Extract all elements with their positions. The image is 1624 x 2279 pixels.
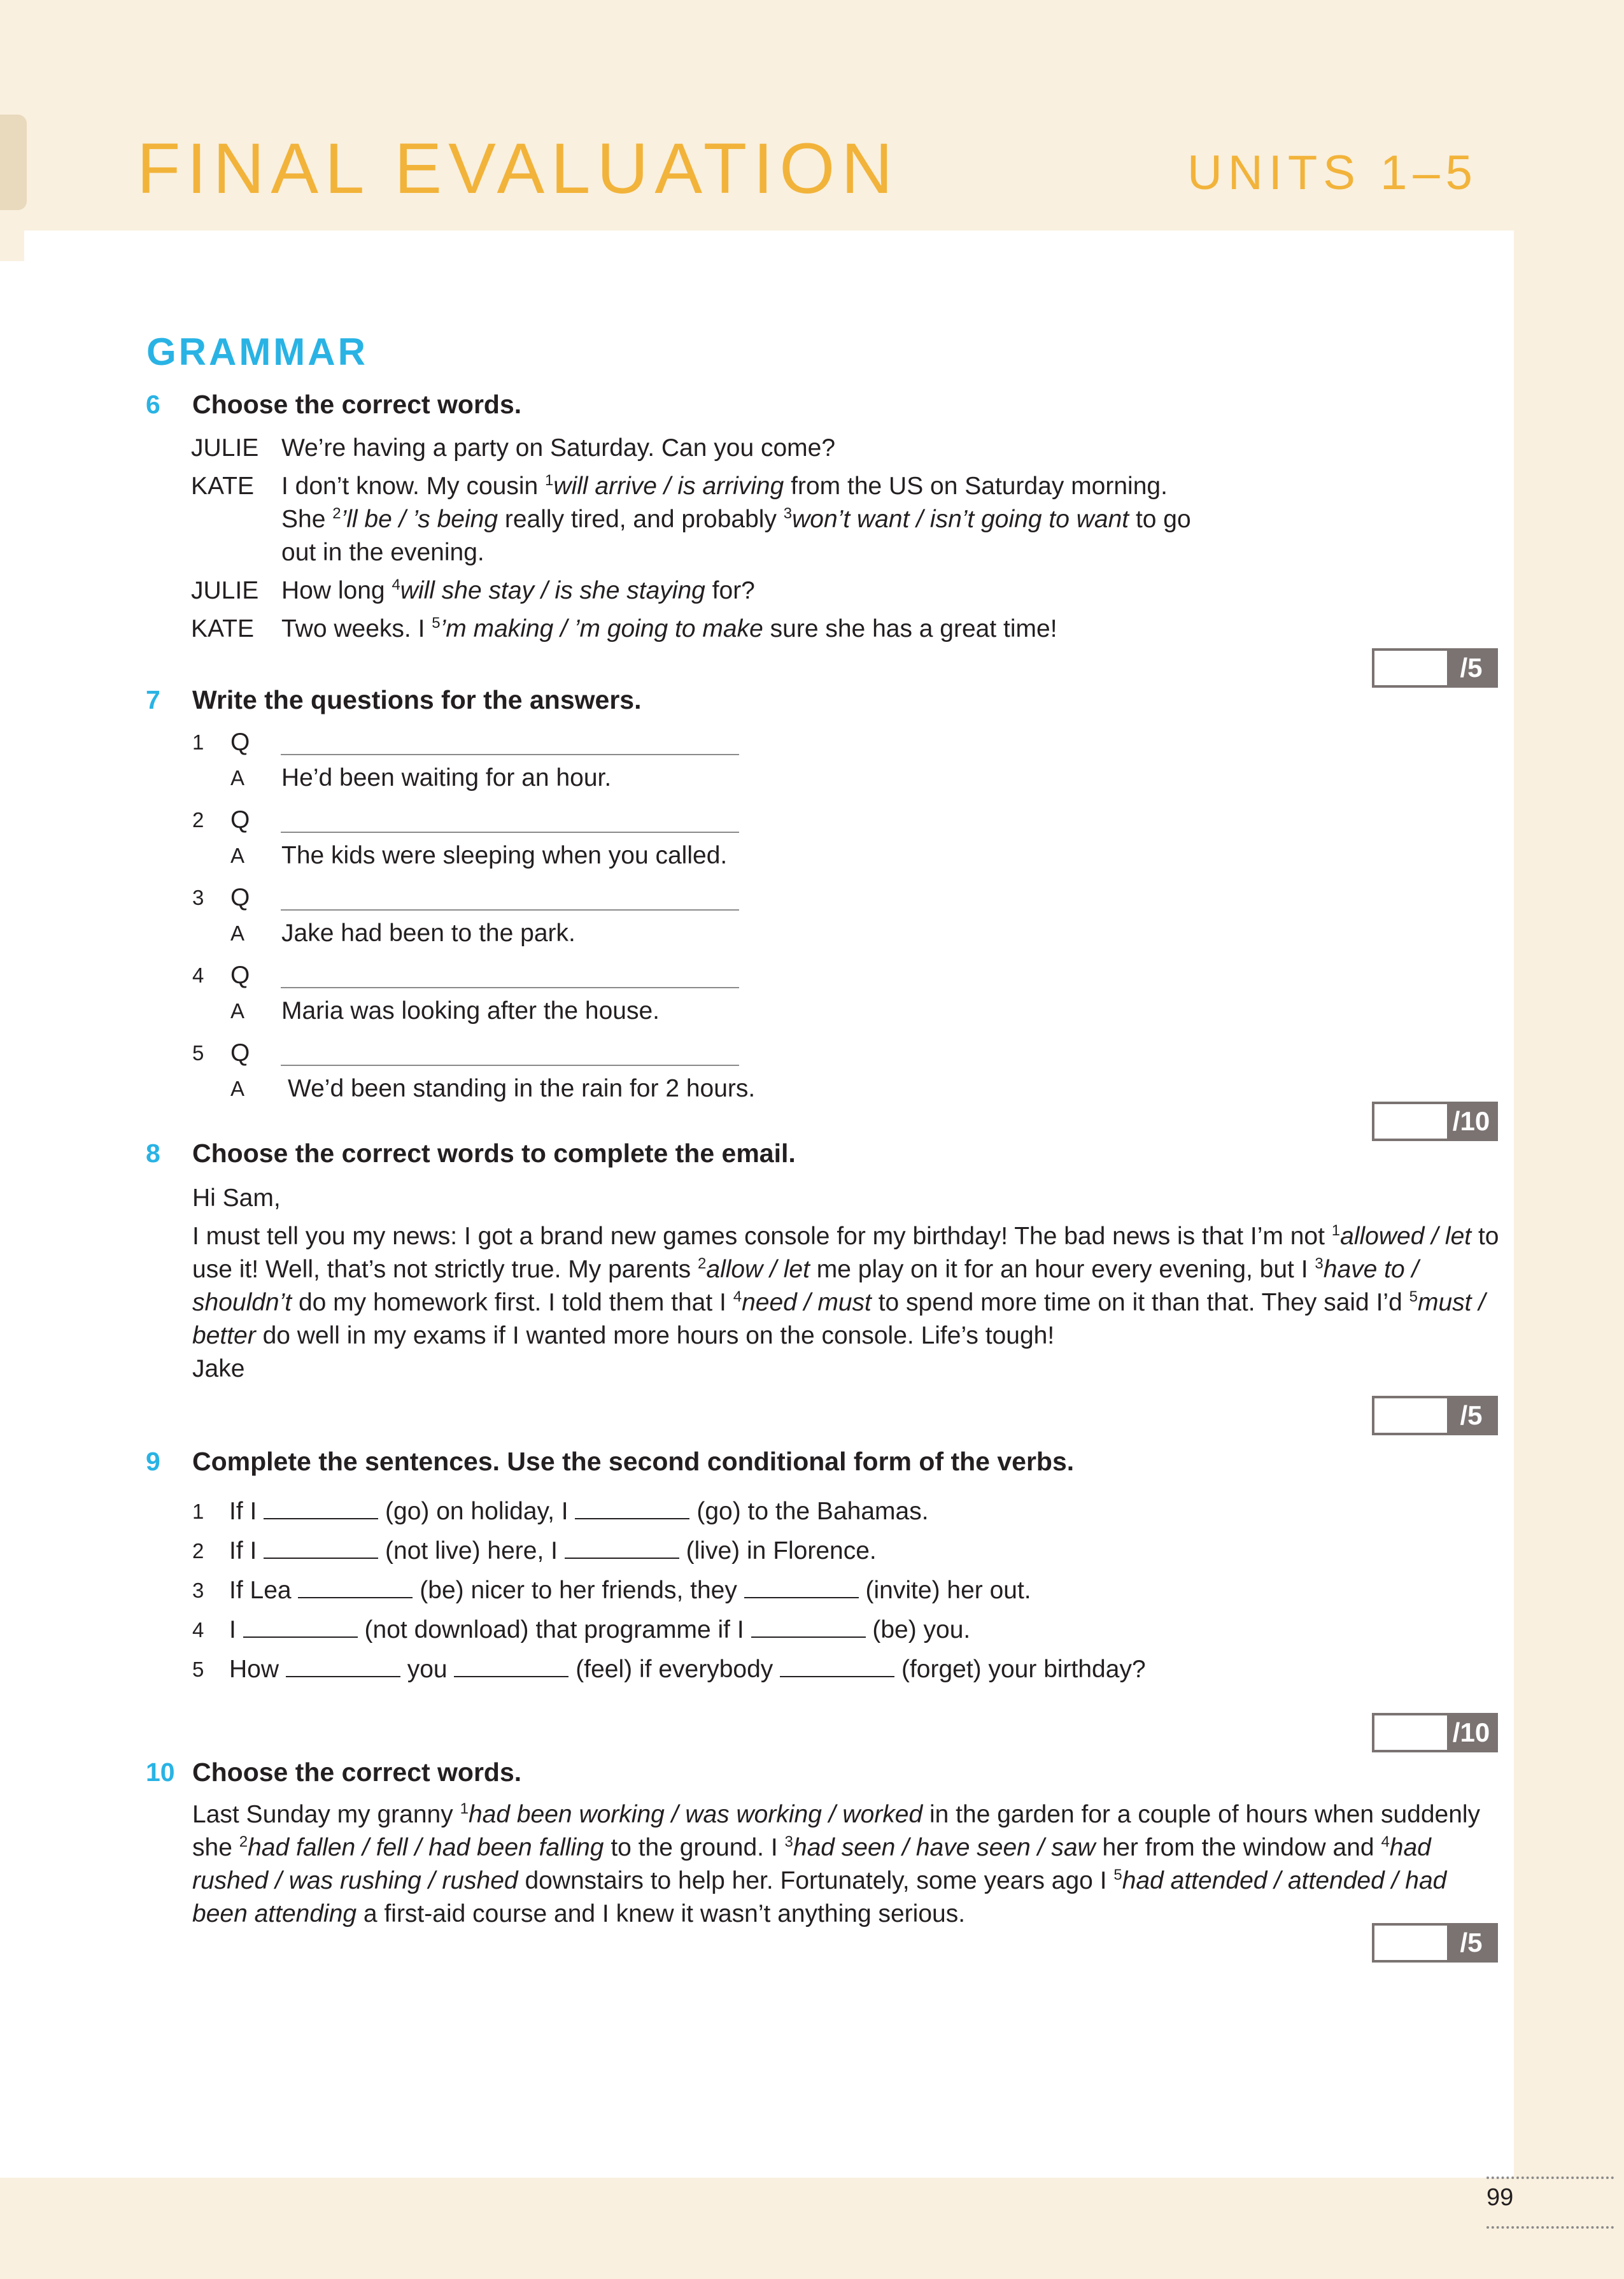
question-label: Q (230, 962, 250, 989)
score-box (1372, 1923, 1498, 1963)
footer-band (0, 2178, 1624, 2279)
item-number: 1 (192, 730, 204, 754)
exercise-number: 6 (146, 390, 160, 419)
score-total: /5 (1447, 1398, 1495, 1433)
answer-text: The kids were sleeping when you called. (281, 842, 728, 869)
item-number: 4 (192, 1618, 204, 1642)
item-number: 4 (192, 963, 204, 987)
score-box (1372, 1396, 1498, 1435)
gap-blank[interactable] (780, 1653, 894, 1677)
item-number: 3 (192, 1579, 204, 1602)
email-body: I must tell you my news: I got a brand new games console for my birthday! The bad news is that I’m not $^1$allowed / let to use it! Well, that’s not strictly true. My parents $^2$allow / let me play on it for an hour every evening, but I $^3$have to / shouldn’t do my homework first. I told them that I $^4$need / must to spend more time on it than that. They said I’d $^5$must / better do well in my exams if I wanted more hours on the console. Life’s tough! (192, 1222, 1499, 1349)
item-number: 3 (192, 886, 204, 909)
dialogue-line: I don’t know. My cousin $^1$will arrive / is arriving from the US on Saturday morning. (281, 472, 1168, 500)
answer-label: A (230, 999, 245, 1023)
page-title: FINAL EVALUATION (137, 129, 900, 208)
question-label: Q (230, 806, 250, 834)
gap-blank[interactable] (751, 1614, 866, 1638)
score-box (1372, 1102, 1498, 1141)
email-signoff: Jake (192, 1355, 245, 1382)
answer-label: A (230, 844, 245, 867)
item-number: 2 (192, 808, 204, 832)
exercise-instruction: Complete the sentences. Use the second conditional form of the verbs. (192, 1447, 1075, 1476)
dialogue-line: Two weeks. I $^5$’m making / ’m going to make sure she has a great time! (281, 614, 1057, 643)
gap-blank[interactable] (286, 1653, 400, 1677)
score-input-area[interactable] (1374, 651, 1450, 685)
exercise-instruction: Choose the correct words. (192, 390, 522, 419)
question-label: Q (230, 1039, 250, 1067)
question-label: Q (230, 884, 250, 911)
speaker-label: JULIE (191, 434, 259, 462)
speaker-label: JULIE (191, 577, 259, 604)
exercise-number: 7 (146, 685, 160, 714)
answer-label: A (230, 1077, 245, 1100)
item-number: 5 (192, 1658, 204, 1681)
exercise-instruction: Choose the correct words. (192, 1757, 522, 1787)
gap-blank[interactable] (575, 1495, 689, 1519)
question-label: Q (230, 728, 250, 756)
dialogue-line: She $^2$’ll be / ’s being really tired, and probably $^3$won’t want / isn’t going to want to go (281, 505, 1191, 533)
section-heading: GRAMMAR (146, 330, 368, 373)
score-input-area[interactable] (1374, 1926, 1450, 1960)
email-greeting: Hi Sam, (192, 1184, 281, 1212)
page-number: 99 (1486, 2184, 1514, 2211)
dialogue-line: out in the evening. (281, 539, 484, 566)
right-margin-band (1514, 0, 1624, 2279)
gap-blank[interactable] (454, 1653, 568, 1677)
answer-text: Maria was looking after the house. (281, 997, 660, 1025)
gap-blank[interactable] (264, 1495, 378, 1519)
item-number: 2 (192, 1539, 204, 1563)
exercise-paragraph: Last Sunday my granny $^1$had been working / was working / worked in the garden for a couple of hours when suddenly she $^2$had fallen / fell / had been falling to the ground. I $^3$had seen / have seen / saw her from the window and $^4$had rushed / was rushing / rushed downstairs to help her. Fortunately, some years ago I $^5$had attended / attended / had been attending a first-aid course and I knew it wasn’t anything serious. (192, 1800, 1481, 1928)
conditional-sentence: If Lea (be) nicer to her friends, they (invite) her out. (229, 1574, 1031, 1607)
answer-label: A (230, 766, 245, 790)
answer-label: A (230, 921, 245, 945)
page-number-divider (1486, 2176, 1614, 2179)
answer-text: We’d been standing in the rain for 2 hours. (288, 1075, 756, 1102)
score-total: /5 (1447, 1926, 1495, 1960)
gap-blank[interactable] (565, 1535, 679, 1559)
speaker-label: KATE (191, 472, 254, 500)
exercise-number: 9 (146, 1447, 160, 1476)
answer-text: Jake had been to the park. (281, 919, 575, 947)
page-edge-tab (0, 115, 27, 210)
question-answer-line[interactable] (281, 806, 739, 833)
page-number-divider (1486, 2226, 1614, 2229)
score-total: /10 (1447, 1104, 1495, 1139)
question-answer-line[interactable] (281, 728, 739, 755)
exercise-instruction: Write the questions for the answers. (192, 685, 642, 714)
question-answer-line[interactable] (281, 1039, 739, 1066)
item-number: 1 (192, 1500, 204, 1523)
dialogue-line: How long $^4$will she stay / is she staying for? (281, 576, 755, 604)
gap-blank[interactable] (298, 1574, 413, 1598)
exercise-instruction: Choose the correct words to complete the email. (192, 1139, 796, 1168)
question-answer-line[interactable] (281, 962, 739, 988)
exercise-number: 10 (146, 1757, 175, 1787)
score-total: /5 (1447, 651, 1495, 685)
score-input-area[interactable] (1374, 1715, 1450, 1750)
gap-blank[interactable] (243, 1614, 358, 1638)
conditional-sentence: How you (feel) if everybody (forget) your birthday? (229, 1653, 1146, 1686)
exercise-number: 8 (146, 1139, 160, 1168)
score-box (1372, 648, 1498, 688)
score-input-area[interactable] (1374, 1398, 1450, 1433)
question-answer-line[interactable] (281, 884, 739, 911)
gap-blank[interactable] (264, 1535, 378, 1559)
units-label: UNITS 1–5 (1187, 146, 1478, 200)
score-total: /10 (1447, 1715, 1495, 1750)
dialogue-line: We’re having a party on Saturday. Can you come? (281, 434, 836, 462)
conditional-sentence: If I (not live) here, I (live) in Florence. (229, 1535, 877, 1568)
answer-text: He’d been waiting for an hour. (281, 764, 612, 792)
item-number: 5 (192, 1041, 204, 1065)
conditional-sentence: If I (go) on holiday, I (go) to the Bahamas. (229, 1495, 929, 1528)
score-input-area[interactable] (1374, 1104, 1450, 1139)
score-box (1372, 1713, 1498, 1752)
speaker-label: KATE (191, 615, 254, 643)
conditional-sentence: I (not download) that programme if I (be) you. (229, 1614, 970, 1647)
gap-blank[interactable] (744, 1574, 859, 1598)
